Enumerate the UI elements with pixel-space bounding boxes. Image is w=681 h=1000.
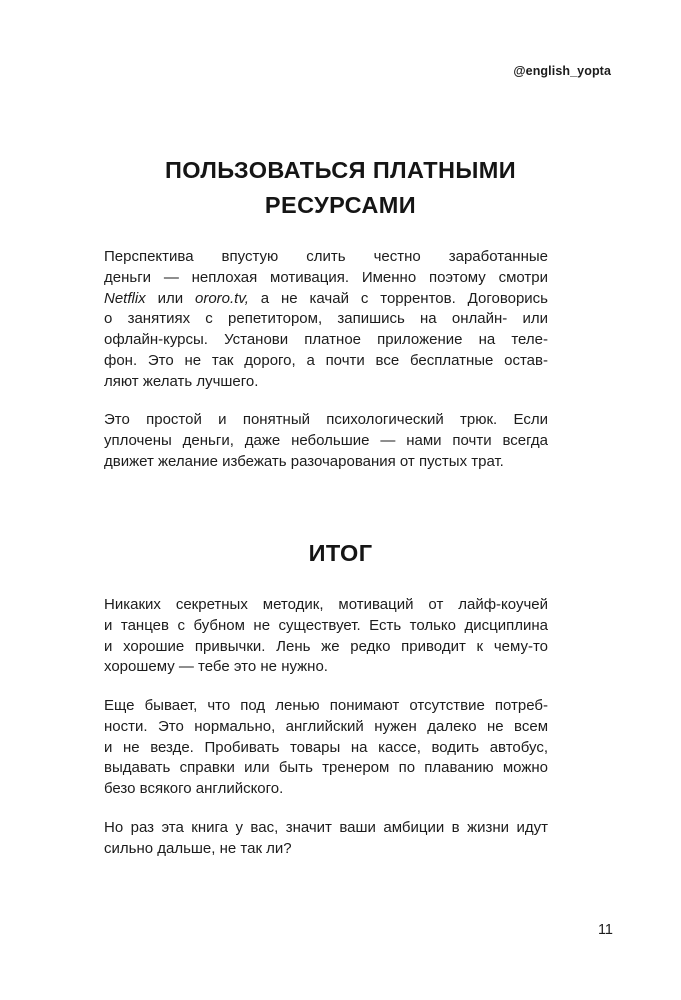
text-line: о занятиях с репетитором, запишись на онлайн- или	[104, 310, 548, 328]
text-line: Но раз эта книга у вас, значит ваши амбиции в жизни идут	[104, 819, 548, 836]
ororo-mention: ororo.tv,	[194, 289, 249, 307]
text-line: и не везде. Пробивать товары на кассе, водить автобус,	[104, 738, 548, 756]
text-fragment: или	[145, 289, 195, 307]
text-line: и хорошие привычки. Лень же редко приводит к чему-то	[104, 637, 548, 655]
text-line: фон. Это не так дорого, а почти все бесплатные остав-	[104, 351, 548, 369]
paragraph-no-secrets	[104, 595, 548, 678]
section-heading-paid-resources	[0, 153, 681, 223]
netflix-mention: Netflix	[104, 289, 146, 307]
text-line: деньги — неплохая мотивация. Именно поэтому смотри	[104, 268, 548, 286]
paragraph-ambitions	[104, 818, 548, 860]
text-line: офлайн-курсы. Установи платное приложение на теле-	[104, 331, 548, 349]
paragraph-psychological-trick	[104, 410, 548, 472]
page-number: 11	[597, 922, 613, 938]
heading-line: ИТОГ	[308, 540, 373, 566]
text-line: Это простой и понятный психологический трюк. Если	[104, 411, 548, 428]
text-line: выдавать справки или быть тренером по плаванию можно	[104, 759, 548, 777]
text-line: Никаких секретных методик, мотиваций от лайф-коучей	[104, 596, 548, 613]
text-line: Перспектива впустую слить честно заработанные	[104, 248, 548, 265]
section-heading-summary	[0, 536, 681, 571]
text-line: ности. Это нормально, английский нужен далеко не всем	[104, 717, 548, 735]
text-line	[104, 289, 548, 310]
paragraph-motivation-money	[104, 247, 548, 393]
paragraph-no-need	[104, 696, 548, 800]
text-line: и танцев с бубном не существует. Есть только дисциплина	[104, 616, 548, 634]
text-line: сильно дальше, не так ли?	[104, 839, 292, 857]
text-line: движет желание избежать разочарования от пустых трат.	[104, 452, 504, 470]
author-handle: @english_yopta	[513, 64, 611, 78]
text-line: хорошему — тебе это не нужно.	[104, 658, 328, 676]
heading-line: РЕСУРСАМИ	[264, 192, 417, 218]
heading-line: ПОЛЬЗОВАТЬСЯ ПЛАТНЫМИ	[164, 157, 517, 183]
text-line: Еще бывает, что под ленью понимают отсутствие потреб-	[104, 697, 548, 714]
text-line: безо всякого английского.	[104, 780, 284, 798]
text-line: уплочены деньги, даже небольшие — нами почти всегда	[104, 431, 548, 449]
text-fragment: а не качай с торрентов. Договорись	[248, 289, 548, 307]
text-line: ляют желать лучшего.	[104, 372, 259, 390]
